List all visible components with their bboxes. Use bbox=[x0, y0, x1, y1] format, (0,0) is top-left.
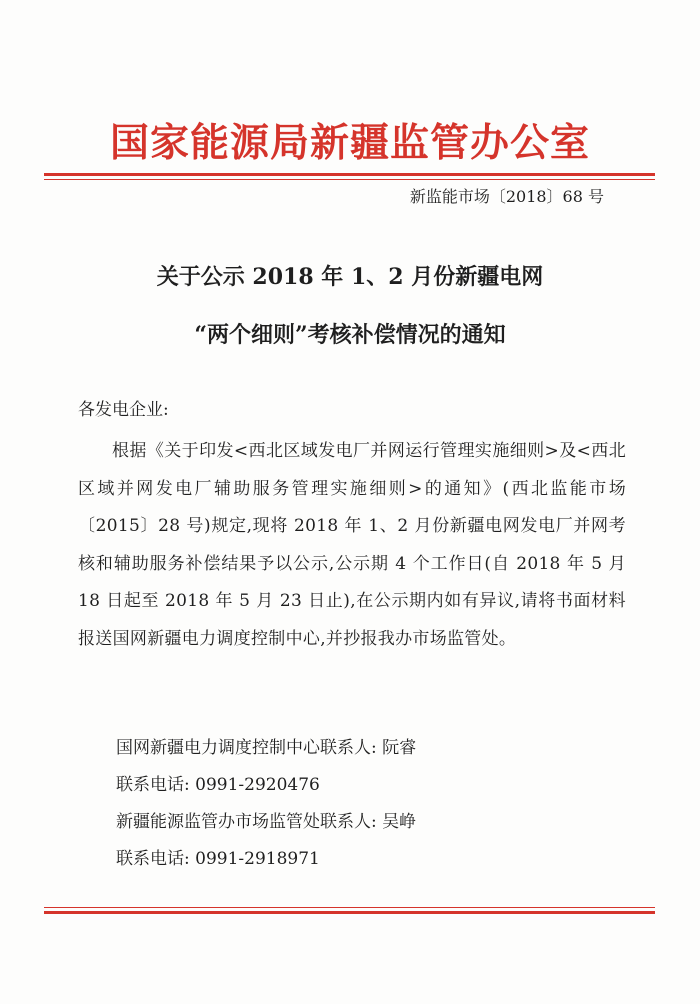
salutation: 各发电企业: bbox=[78, 400, 169, 420]
header-divider-thick bbox=[44, 173, 655, 176]
contact-market-office: 新疆能源监管办市场监管处联系人: 吴峥 bbox=[116, 812, 417, 832]
footer-divider-thick bbox=[44, 911, 655, 914]
document-title-line-2: “两个细则”考核补偿情况的通知 bbox=[194, 322, 506, 348]
document-title-line-1: 关于公示 2018 年 1、2 月份新疆电网 bbox=[156, 264, 544, 290]
footer-divider-thin bbox=[44, 907, 655, 908]
org-name-header: 国家能源局新疆监管办公室 bbox=[109, 120, 590, 166]
contact-phone-dispatch: 联系电话: 0991-2920476 bbox=[116, 775, 320, 795]
document-number: 新监能市场〔2018〕68 号 bbox=[409, 187, 604, 206]
contact-dispatch-center: 国网新疆电力调度控制中心联系人: 阮睿 bbox=[116, 738, 417, 758]
body-paragraph: 根据《关于印发<西北区域发电厂并网运行管理实施细则>及<西北区域并网发电厂辅助服务管理实施细则>的通知》(西北监能市场〔2015〕28 号)规定,现将 2018 年 1、2 月份新疆电网发电厂并网考核和辅助服务补偿结果予以公示,公示期 4 个工作日(自 2018 年 5 月 18 日起至 2018 年 5 月 23 日止),在公示期内如有异议,请将书面材料报送国网新疆电力调度控制中心,并抄报我办市场监管处。 bbox=[78, 441, 626, 649]
contact-phone-market: 联系电话: 0991-2918971 bbox=[116, 849, 320, 869]
header-divider-thin bbox=[44, 179, 655, 180]
contacts-block bbox=[116, 736, 416, 884]
